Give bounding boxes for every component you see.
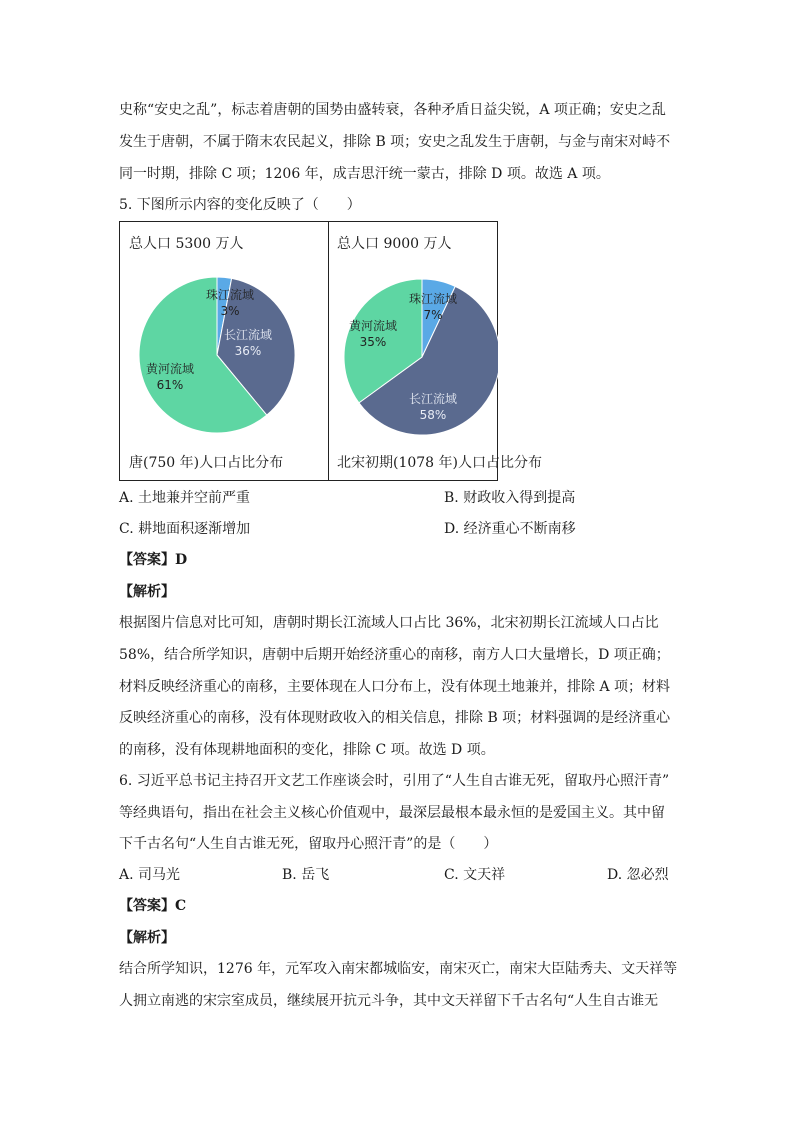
yellow-river-percent-label: 61%: [156, 378, 184, 392]
q5-option-c[interactable]: C. 耕地面积逐渐增加: [119, 521, 251, 537]
song-total-population: 总人口 9000 万人: [337, 236, 452, 252]
yellow-river-label: 黄河流域: [348, 319, 398, 333]
q5-option-b[interactable]: B. 财政收入得到提高: [444, 490, 576, 506]
q5-analysis-line: 的南移，没有体现耕地面积的变化，排除 C 项。故选 D 项。: [119, 742, 495, 758]
q5-analysis-line: 根据图片信息对比可知，唐朝时期长江流域人口占比 36%，北宋初期长江流域人口占比: [119, 615, 659, 631]
tang-pie-panel: [120, 222, 329, 480]
paragraph-line: 史称“安史之乱”，标志着唐朝的国势由盛转衰，各种矛盾日益尖锐，A 项正确；安史之乱: [119, 102, 666, 118]
q6-answer: 【答案】C: [119, 898, 187, 914]
yellow-river-percent-label: 35%: [359, 335, 387, 349]
paragraph-line: 同一时期，排除 C 项；1206 年，成吉思汗统一蒙古，排除 D 项。故选 A 项。: [119, 166, 610, 182]
q6-option-d[interactable]: D. 忽必烈: [607, 867, 669, 883]
tang-pie-chart: [130, 272, 320, 442]
pearl-river-percent-label: 7%: [423, 308, 443, 322]
q5-answer: 【答案】D: [119, 552, 188, 568]
question-6-stem: 等经典语句，指出在社会主义核心价值观中，最深层最根本最永恒的是爱国主义。其中留: [119, 805, 665, 821]
q6-analysis-line: 结合所学知识，1276 年，元军攻入南宋都城临安，南宋灭亡，南宋大臣陆秀夫、文天祥等: [119, 961, 678, 977]
yangtze-river-label: 长江流域: [223, 328, 273, 342]
population-pie-figure: [119, 221, 543, 481]
paragraph-line: 发生于唐朝，不属于隋末农民起义，排除 B 项；安史之乱发生于唐朝，与金与南宋对峙不: [119, 134, 671, 150]
pearl-river-percent-label: 3%: [220, 304, 240, 318]
q5-option-d[interactable]: D. 经济重心不断南移: [444, 521, 576, 537]
yangtze-river-percent-label: 58%: [419, 408, 447, 422]
q5-analysis-line: 材料反映经济重心的南移，主要体现在人口分布上，没有体现土地兼并，排除 A 项；材料: [119, 679, 671, 695]
song-pie-chart: [333, 272, 498, 442]
q5-analysis-label: 【解析】: [119, 584, 175, 600]
q6-option-a[interactable]: A. 司马光: [119, 867, 181, 883]
question-5-stem: 5. 下图所示内容的变化反映了（ ）: [119, 197, 361, 213]
q6-analysis-line: 人拥立南逃的宋宗室成员，继续展开抗元斗争，其中文天祥留下千古名句“人生自古谁无: [119, 993, 659, 1009]
q6-option-c[interactable]: C. 文天祥: [444, 867, 506, 883]
q6-analysis-label: 【解析】: [119, 930, 175, 946]
question-6-stem: 下千古名句“人生自古谁无死，留取丹心照汗青”的是（ ）: [119, 836, 498, 852]
yellow-river-label: 黄河流域: [145, 362, 195, 376]
question-6-stem: 6. 习近平总书记主持召开文艺工作座谈会时，引用了“人生自古谁无死，留取丹心照汗青”: [119, 773, 670, 789]
q5-analysis-line: 反映经济重心的南移，没有体现财政收入的相关信息，排除 B 项；材料强调的是经济重心: [119, 710, 671, 726]
song-pie-panel: [328, 222, 543, 480]
q5-analysis-line: 58%，结合所学知识，唐朝中后期开始经济重心的南移，南方人口大量增长，D 项正确；: [119, 647, 670, 663]
yangtze-river-label: 长江流域: [408, 392, 458, 406]
q5-option-a[interactable]: A. 土地兼并空前严重: [119, 490, 251, 506]
q6-option-b[interactable]: B. 岳飞: [282, 867, 330, 883]
pearl-river-label: 珠江流域: [205, 288, 255, 302]
tang-pie-caption: 唐(750 年)人口占比分布: [129, 455, 284, 471]
tang-total-population: 总人口 5300 万人: [129, 236, 244, 252]
song-pie-caption: 北宋初期(1078 年)人口占比分布: [337, 455, 543, 471]
pearl-river-label: 珠江流域: [408, 292, 458, 306]
yangtze-river-percent-label: 36%: [234, 344, 262, 358]
